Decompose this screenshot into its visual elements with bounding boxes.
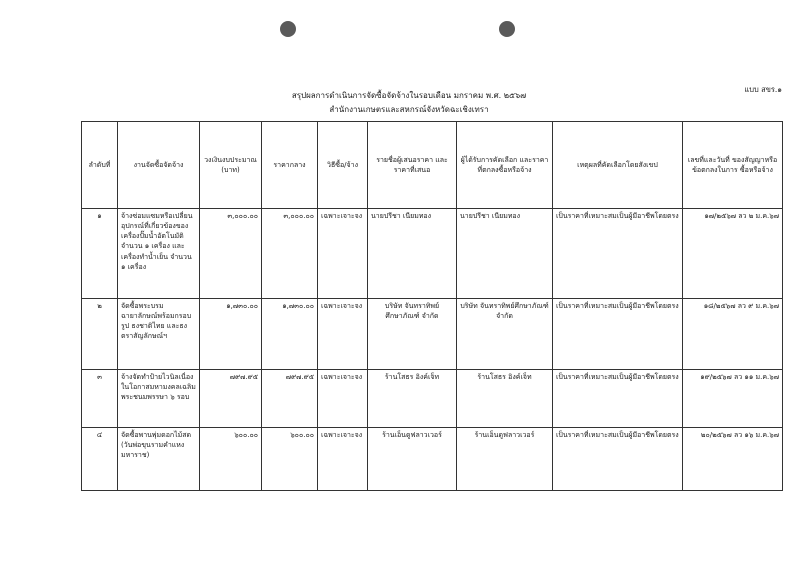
row-method: เฉพาะเจาะจง (318, 299, 368, 370)
row-median-price: ๓,๐๐๐.๐๐ (262, 209, 318, 299)
row-winner: บริษัท จันทราทิพย์ศึกษาภัณฑ์ จำกัด (457, 299, 553, 370)
column-header-method: วิธีซื้อ/จ้าง (318, 122, 368, 209)
row-number: ๒ (82, 299, 118, 370)
row-median-price: ๗๙๗.๙๕ (262, 370, 318, 428)
table-row (82, 299, 783, 370)
row-winner: ร้านเอ็นดูฟลาวเวอร์ (457, 428, 553, 491)
row-budget: ๗๙๗.๙๕ (200, 370, 262, 428)
column-header-budget: วงเงินงบประมาณ (บาท) (200, 122, 262, 209)
punch-hole-right (499, 21, 515, 37)
row-method: เฉพาะเจาะจง (318, 370, 368, 428)
row-number: ๓ (82, 370, 118, 428)
table-row (82, 428, 783, 491)
row-reason: เป็นราคาที่เหมาะสมเป็นผู้มีอาชีพโดยตรง (553, 428, 683, 491)
column-header-median-price: ราคากลาง (262, 122, 318, 209)
row-bidders: นายปรีชา เนียมทอง (368, 209, 457, 299)
row-number: ๑ (82, 209, 118, 299)
row-reason: เป็นราคาที่เหมาะสมเป็นผู้มีอาชีพโดยตรง (553, 370, 683, 428)
row-item: จัดซื้อพานพุ่มดอกไม้สด (วันพ่อขุนรามคำแหงมหาราช) (118, 428, 200, 491)
row-contract: ๑๗/๒๕๖๗ ลว ๒ ม.ค.๖๗ (683, 209, 783, 299)
row-bidders: ร้านโสธร อิงค์เจ็ท (368, 370, 457, 428)
document-subtitle: สำนักงานเกษตรและสหกรณ์จังหวัดฉะเชิงเทรา (329, 105, 489, 114)
row-reason: เป็นราคาที่เหมาะสมเป็นผู้มีอาชีพโดยตรง (553, 209, 683, 299)
table-row (82, 209, 783, 299)
row-method: เฉพาะเจาะจง (318, 209, 368, 299)
row-budget: ๖๐๐.๐๐ (200, 428, 262, 491)
row-item: จ้างจัดทำป้ายไวนิลเนื่องในโอกาสมหามงคลเฉลิมพระชนมพรรษา ๖ รอบ (118, 370, 200, 428)
column-header-bidders: รายชื่อผู้เสนอราคา และราคาที่เสนอ (368, 122, 457, 209)
row-bidders: บริษัท จันทราทิพย์ศึกษาภัณฑ์ จำกัด (368, 299, 457, 370)
punch-hole-left (280, 21, 296, 37)
row-method: เฉพาะเจาะจง (318, 428, 368, 491)
row-contract: ๑๙/๒๕๖๗ ลว ๑๑ ม.ค.๖๗ (683, 370, 783, 428)
procurement-table (81, 121, 783, 491)
column-header-reason: เหตุผลที่คัดเลือกโดยสังเขป (553, 122, 683, 209)
table-row (82, 370, 783, 428)
row-contract: ๒๐/๒๕๖๗ ลว ๑๖ ม.ค.๖๗ (683, 428, 783, 491)
row-winner: นายปรีชา เนียมทอง (457, 209, 553, 299)
row-reason: เป็นราคาที่เหมาะสมเป็นผู้มีอาชีพโดยตรง (553, 299, 683, 370)
column-header-item: งานจัดซื้อจัดจ้าง (118, 122, 200, 209)
row-median-price: ๑,๗๓๐.๐๐ (262, 299, 318, 370)
row-winner: ร้านโสธร อิงค์เจ็ท (457, 370, 553, 428)
row-median-price: ๖๐๐.๐๐ (262, 428, 318, 491)
column-header-contract: เลขที่และวันที่ ของสัญญาหรือ ข้อตกลงในการ ซื้อหรือจ้าง (683, 122, 783, 209)
row-budget: ๑,๗๓๐.๐๐ (200, 299, 262, 370)
row-budget: ๓,๐๐๐.๐๐ (200, 209, 262, 299)
row-item: จัดซื้อพระบรมฉายาลักษณ์พร้อมกรอบรูป ธงชาติไทย และธงตราสัญลักษณ์ฯ (118, 299, 200, 370)
column-header-winner: ผู้ได้รับการคัดเลือก และราคาที่ตกลงซื้อหรือจ้าง (457, 122, 553, 209)
table-header-row (82, 122, 783, 209)
row-item: จ้างซ่อมแซมหรือเปลี่ยนอุปกรณ์ที่เกี่ยวข้องของเครื่องปั๊มน้ำอัตโนมัติ จำนวน ๑ เครื่อง และเครื่องทำน้ำเย็น จำนวน ๑ เครื่อง (118, 209, 200, 299)
row-contract: ๑๘/๒๕๖๗ ลว ๙ ม.ค.๖๗ (683, 299, 783, 370)
form-code: แบบ สขร.๑ (744, 85, 782, 94)
column-header-no: ลำดับที่ (82, 122, 118, 209)
document-title: สรุปผลการดำเนินการจัดซื้อจัดจ้างในรอบเดือน มกราคม พ.ศ. ๒๕๖๗ (291, 91, 527, 100)
row-bidders: ร้านเอ็นดูฟลาวเวอร์ (368, 428, 457, 491)
row-number: ๔ (82, 428, 118, 491)
